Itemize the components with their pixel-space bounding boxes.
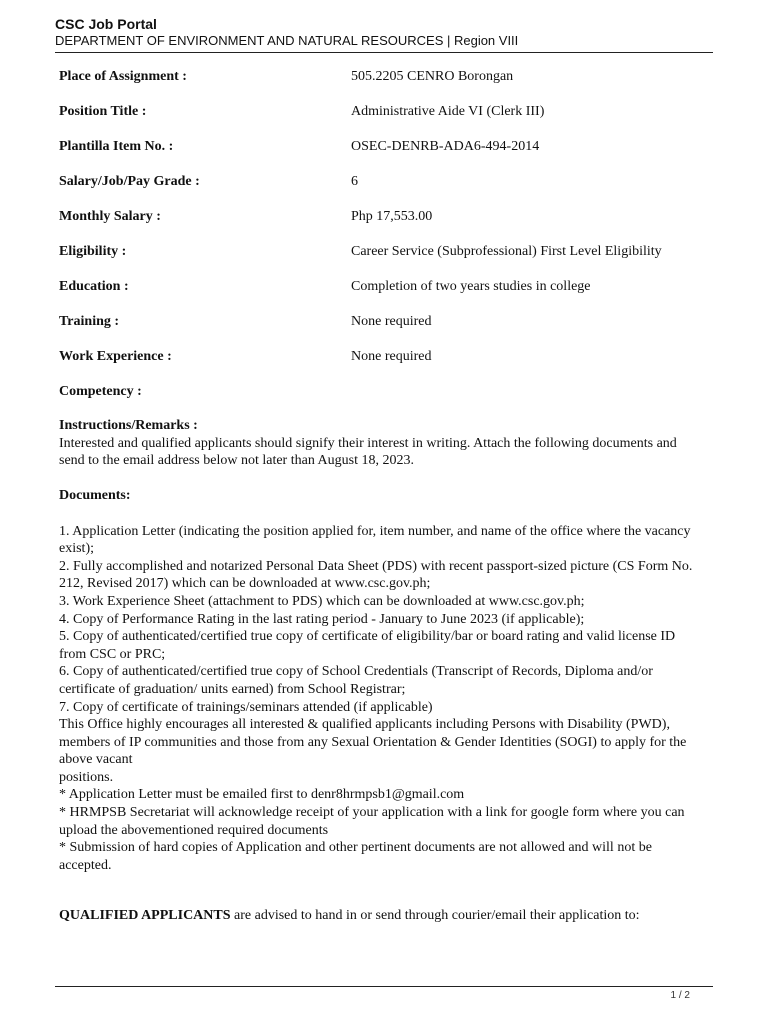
document-item: 4. Copy of Performance Rating in the last rating period - January to June 2023 (if applicable); xyxy=(59,611,585,627)
field-education xyxy=(59,278,713,313)
page-header xyxy=(55,16,713,49)
document-item: 3. Work Experience Sheet (attachment to PDS) which can be downloaded at www.csc.gov.ph; xyxy=(59,593,585,609)
documents-heading: Documents: xyxy=(59,488,131,504)
note-item: * HRMPSB Secretariat will acknowledge receipt of your application with a link for google form where you can upload the abovementioned required documents xyxy=(59,805,685,838)
encouragement-text: This Office highly encourages all interested & qualified applicants including Persons with Disability (PWD), members of IP communities and those from any Sexual Orientation & Gender Identities (SOGI) to apply for the above vacant xyxy=(59,717,687,768)
field-label: Position Title : xyxy=(59,104,147,119)
header-divider xyxy=(55,52,713,53)
field-label: Plantilla Item No. : xyxy=(59,139,174,154)
field-eligibility xyxy=(59,243,713,278)
document-item: 5. Copy of authenticated/certified true copy of certificate of eligibility/bar or board rating and valid license ID from CSC or PRC; xyxy=(59,629,676,662)
field-monthly-salary xyxy=(59,208,713,243)
field-label: Eligibility : xyxy=(59,244,127,259)
field-training xyxy=(59,313,713,348)
page-number: 1 / 2 xyxy=(670,990,690,1001)
field-label: Work Experience : xyxy=(59,349,172,364)
field-place-of-assignment xyxy=(59,68,713,103)
field-value: Completion of two years studies in college xyxy=(351,279,591,294)
qualified-applicants-note xyxy=(59,907,713,925)
field-value: None required xyxy=(351,314,432,329)
field-label: Education : xyxy=(59,279,129,294)
department-name: DEPARTMENT OF ENVIRONMENT AND NATURAL RESOURCES | Region VIII xyxy=(55,33,519,48)
note-item: * Application Letter must be emailed first to denr8hrmpsb1@gmail.com xyxy=(59,787,465,803)
field-label: Place of Assignment : xyxy=(59,69,187,84)
qualified-applicants-label: QUALIFIED APPLICANTS xyxy=(59,908,231,923)
job-details xyxy=(59,68,713,418)
document-item: 6. Copy of authenticated/certified true copy of School Credentials (Transcript of Records, Diploma and/or certificate of graduation/ units earned) from School Registrar; xyxy=(59,664,653,697)
field-label: Competency : xyxy=(59,384,142,399)
field-value: Administrative Aide VI (Clerk III) xyxy=(351,104,545,119)
document-item: 1. Application Letter (indicating the position applied for, item number, and name of the office where the vacancy exist); xyxy=(59,523,691,557)
field-competency xyxy=(59,383,713,418)
field-work-experience xyxy=(59,348,713,383)
field-value: OSEC-DENRB-ADA6-494-2014 xyxy=(351,139,540,154)
field-value: Php 17,553.00 xyxy=(351,209,433,224)
field-label: Monthly Salary : xyxy=(59,209,161,224)
footer-divider xyxy=(55,986,713,987)
instructions-heading: Instructions/Remarks : xyxy=(59,418,198,433)
document-item: 2. Fully accomplished and notarized Personal Data Sheet (PDS) with recent passport-sized picture (CS Form No. 212, Revised 2017) which can be downloaded at www.csc.gov.ph; xyxy=(59,558,693,592)
portal-title: CSC Job Portal xyxy=(55,16,157,32)
field-label: Training : xyxy=(59,314,120,329)
field-label: Salary/Job/Pay Grade : xyxy=(59,174,200,189)
field-plantilla-item xyxy=(59,138,713,173)
qualified-applicants-text: are advised to hand in or send through courier/email their application to: xyxy=(230,908,640,923)
field-value: Career Service (Subprofessional) First Level Eligibility xyxy=(351,244,662,259)
field-salary-grade xyxy=(59,173,713,208)
instructions-text: Interested and qualified applicants should signify their interest in writing. Attach the following documents and send to the email address below not later than August 18, 2023. xyxy=(59,435,677,469)
note-item: * Submission of hard copies of Application and other pertinent documents are not allowed and will not be accepted. xyxy=(59,840,652,873)
field-position-title xyxy=(59,103,713,138)
field-value: 505.2205 CENRO Borongan xyxy=(351,69,514,84)
encouragement-text-cont: positions. xyxy=(59,769,114,785)
field-value: 6 xyxy=(351,174,358,189)
field-value: None required xyxy=(351,349,432,364)
instructions-section xyxy=(59,417,699,874)
document-item: 7. Copy of certificate of trainings/seminars attended (if applicable) xyxy=(59,699,433,715)
